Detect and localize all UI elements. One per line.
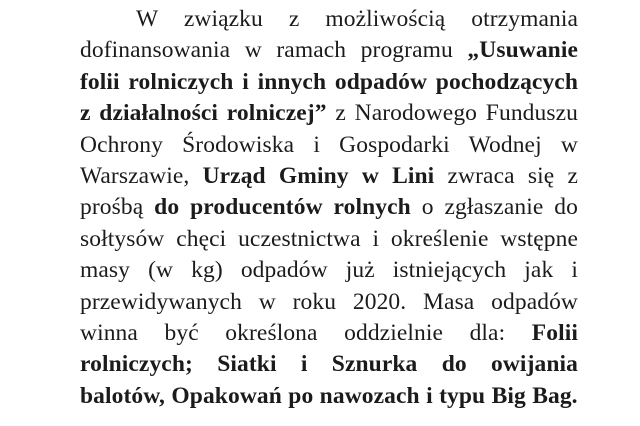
emphasized-text-run: do producentów rolnych [154, 194, 411, 221]
text-run: W związku z możliwością otrzymania dofinansowania w ramach programu [80, 6, 578, 64]
body-paragraph [80, 4, 578, 412]
text-run: o zgłaszanie do sołtysów chęci uczestnictwa i określenie wstępne masy (w kg) odpadów już istniejących jak i przewidywanych w roku 2020. Masa odpadów winna być określona oddzielnie dla: [80, 194, 578, 347]
text-run: z Narodowego Funduszu Ochrony Środowiska i Gospodarki Wodnej w Warszawie, [80, 100, 579, 190]
emphasized-text-run: Urząd Gminy w Lini [202, 163, 435, 190]
emphasized-text-run: „Usuwanie folii rolniczych i innych odpadów pochodzących z działalności rolniczej” [80, 37, 578, 127]
emphasized-text-run: Folii rolniczych; Siatki i Sznurka do owijania balotów, Opakowań po nawozach i typu Big Bag. [80, 320, 578, 409]
text-run: zwraca się z prośbą [80, 163, 578, 221]
